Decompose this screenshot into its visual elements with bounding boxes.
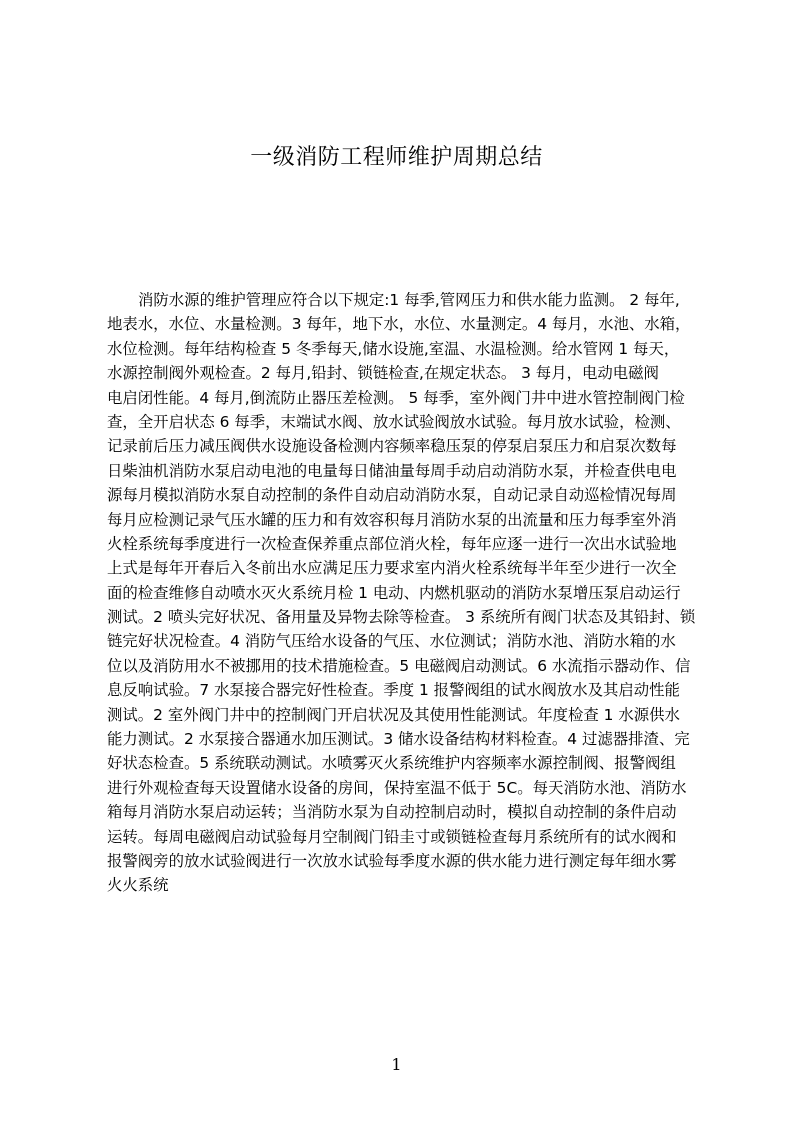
text-line: 测试。2 室外阀门井中的控制阀门开启状况及其使用性能测试。年度检查 1 水源供水 bbox=[107, 705, 680, 724]
text-line: 火栓系统每季度进行一次检查保养重点部位消火栓，每年应逐一进行一次出水试验地 bbox=[107, 534, 677, 553]
text-line: 运转。每周电磁阀启动试验每月空制阀门铅圭寸或锁链检查每月系统所有的试水阀和 bbox=[107, 827, 677, 846]
document-title: 一级消防工程师维护周期总结 bbox=[250, 145, 543, 170]
text-line: 链完好状况检查。4 消防气压给水设备的气压、水位测试；消防水池、消防水箱的水 bbox=[107, 632, 676, 651]
text-line: 电启闭性能。4 每月,倒流防止器压差检测。 5 每季，室外阀门井中进水管控制阀门检 bbox=[107, 388, 685, 407]
text-line: 查，全开启状态 6 每季，末端试水阀、放水试验阀放水试验。每月放水试验，检测、 bbox=[107, 412, 681, 431]
text-line: 好状态检查。5 系统联动测试。水喷雾灭火系统维护内容频率水源控制阀、报警阀组 bbox=[107, 754, 676, 773]
text-line: 消防水源的维护管理应符合以下规定:1 每季,管网压力和供水能力监测。 2 每年, bbox=[138, 291, 680, 309]
text-line: 源每月模拟消防水泵自动控制的条件自动启动消防水泵，自动记录自动巡检情况每周 bbox=[107, 486, 677, 505]
text-line: 地表水，水位、水量检测。3 每年，地下水，水位、水量测定。4 每月，水池、水箱， bbox=[107, 315, 691, 334]
text-line: 每月应检测记录气压水罐的压力和有效容积每月消防水泵的出流量和压力每季室外消 bbox=[107, 510, 677, 529]
text-line: 水位检测。每年结构检查 5 冬季每天,储水设施,室温、水温检测。给水管网 1 每天， bbox=[107, 339, 680, 358]
body-paragraph bbox=[107, 288, 696, 898]
text-line: 息反响试验。7 水泵接合器完好性检查。季度 1 报警阀组的试水阀放水及其启动性能 bbox=[107, 681, 680, 700]
text-line: 水源控制阀外观检查。2 每月,铅封、锁链检查,在规定状态。 3 每月，电动电磁阀 bbox=[107, 364, 659, 383]
text-line: 能力测试。2 水泵接合器通水加压测试。3 储水设备结构材料检查。4 过滤器排渣、完 bbox=[107, 730, 690, 749]
text-line: 日柴油机消防水泵启动电池的电量每日储油量每周手动启动消防水泵，并检查供电电 bbox=[107, 461, 677, 480]
text-line: 上式是每年开春后入冬前出水应满足压力要求室内消火栓系统每半年至少进行一次全 bbox=[107, 559, 677, 578]
text-line: 位以及消防用水不被挪用的技术措施检查。5 电磁阀启动测试。6 水流指示器动作、信 bbox=[107, 656, 691, 675]
text-line: 测试。2 喷头完好状况、备用量及异物去除等检查。 3 系统所有阀门状态及其铅封、锁 bbox=[107, 608, 696, 627]
page-number: 1 bbox=[391, 1055, 402, 1074]
text-line: 报警阀旁的放水试验阀进行一次放水试验每季度水源的供水能力进行测定每年细水雾 bbox=[107, 851, 677, 870]
text-line: 面的检查维修自动喷水灭火系统月检 1 电动、内燃机驱动的消防水泵增压泵启动运行 bbox=[107, 583, 681, 602]
text-line: 箱每月消防水泵启动运转；当消防水泵为自动控制启动时，模拟自动控制的条件启动 bbox=[107, 803, 677, 822]
text-line: 火火系统 bbox=[107, 876, 169, 895]
text-line: 进行外观检查每天设置储水设备的房间，保持室温不低于 5C。每天消防水池、消防水 bbox=[107, 778, 687, 797]
text-line: 记录前后压力减压阀供水设施设备检测内容频率稳压泵的停泵启泵压力和启泵次数每 bbox=[107, 437, 677, 456]
